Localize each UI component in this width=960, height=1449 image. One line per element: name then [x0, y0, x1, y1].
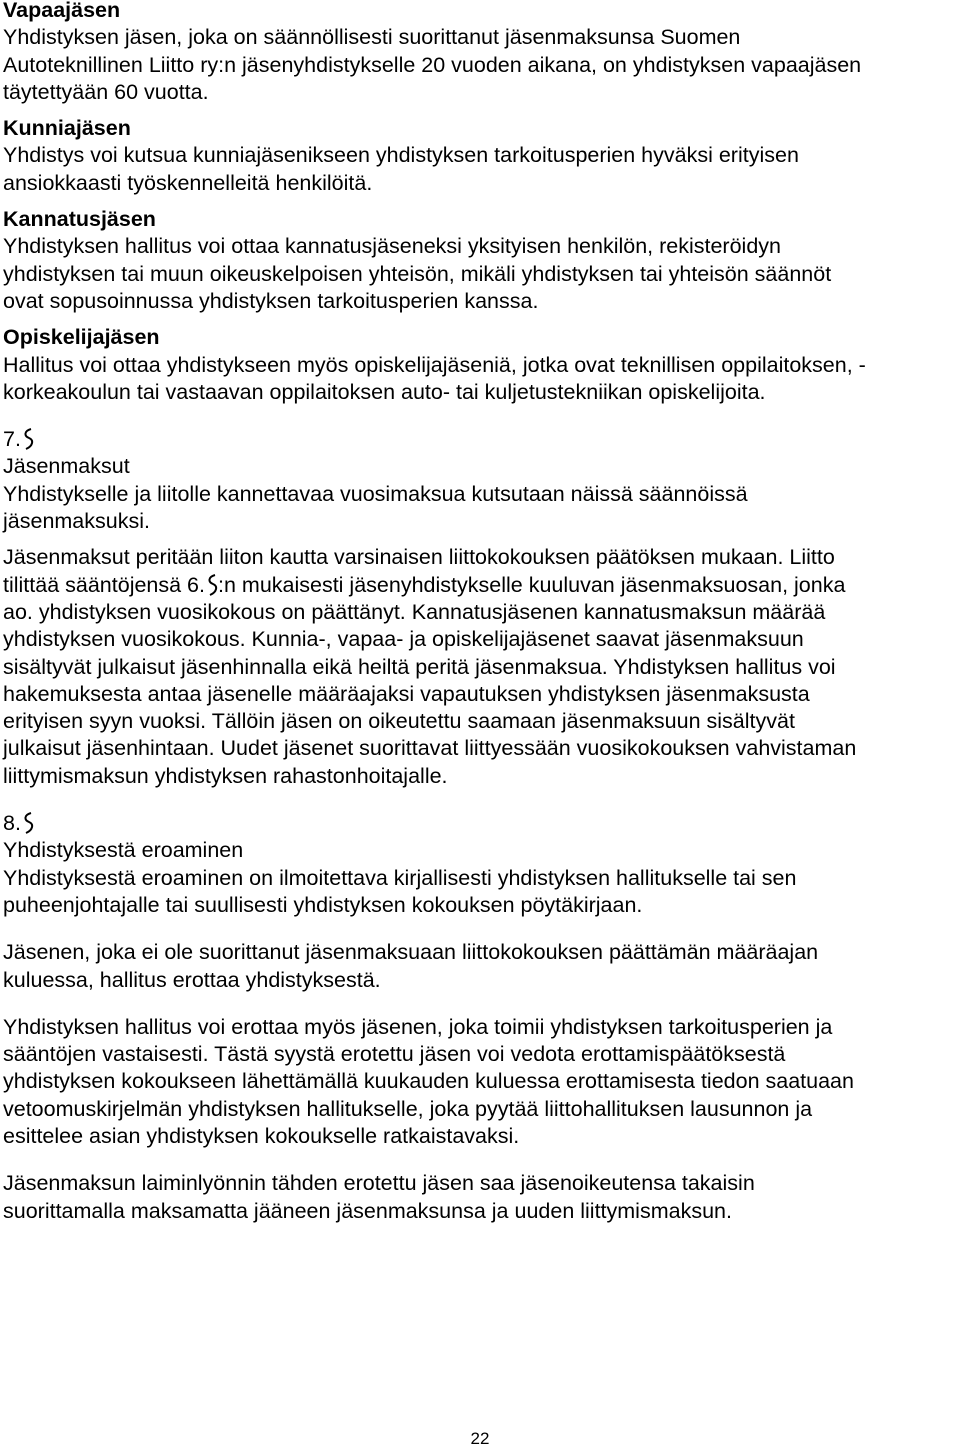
- text-line: erityisen syyn vuoksi. Tällöin jäsen on oikeutettu saamaan jäsenmaksuun sisältyvät: [3, 709, 795, 734]
- text-line: kuluessa, hallitus erottaa yhdistyksestä.: [3, 967, 381, 992]
- text-line: liittymismaksun yhdistyksen rahastonhoitajalle.: [3, 763, 448, 788]
- text-line: Jäsenmaksut peritään liiton kautta varsinaisen liittokokouksen päätöksen mukaan. Liitto: [3, 545, 835, 570]
- document-page: [3, 0, 959, 1225]
- heading-opiskelijajasen: Opiskelijajäsen: [3, 325, 160, 350]
- text-line: yhdistyksen vuosikokous. Kunnia-, vapaa- ja opiskelijajäsenet saavat jäsenmaksuun: [3, 627, 804, 652]
- text-line: Jäsenmaksun laiminlyönnin tähden erotettu jäsen saa jäsenoikeutensa takaisin: [3, 1171, 755, 1196]
- text-fragment: tilittää sääntöjensä 6.: [3, 572, 205, 597]
- section-7-title: Jäsenmaksut: [3, 454, 130, 479]
- text-line: hakemuksesta antaa jäsenelle määräajaksi vapautuksen yhdistyksen jäsenmaksusta: [3, 681, 810, 706]
- page-number: 22: [470, 1429, 490, 1448]
- text-line: puheenjohtajalle tai suullisesti yhdistyksen kokouksen pöytäkirjaan.: [3, 892, 643, 917]
- member-type-kannatusjasen: [3, 206, 959, 315]
- text-line: Yhdistykselle ja liitolle kannettavaa vuosimaksua kutsutaan näissä säännöissä: [3, 481, 748, 506]
- heading-kannatusjasen: Kannatusjäsen: [3, 207, 156, 232]
- text-line: yhdistyksen tai muun oikeuskelpoisen yhteisön, mikäli yhdistyksen tai yhteisön säännöt: [3, 261, 832, 286]
- text-line: julkaisut jäsenhintaan. Uudet jäsenet suorittavat liittyessään vuosikokouksen vahvistaman: [3, 736, 857, 761]
- text-line: korkeakoulun tai vastaavan oppilaitoksen auto- tai kuljetustekniikan opiskelijoita.: [3, 379, 766, 404]
- text-line: [3, 572, 959, 599]
- member-type-opiskelijajasen: [3, 324, 959, 406]
- text-line: sääntöjen vastaisesti. Tästä syystä erotettu jäsen voi vedota erottamispäätöksestä: [3, 1042, 786, 1067]
- section-8-title: Yhdistyksestä eroaminen: [3, 838, 244, 863]
- section-sign-icon: [206, 573, 218, 597]
- section-8-number: [3, 810, 959, 837]
- section-8: [3, 810, 959, 1225]
- text-line: ovat sopusoinnussa yhdistyksen tarkoitusperien kanssa.: [3, 288, 539, 313]
- section-number: 8.: [3, 811, 21, 836]
- text-fragment: :n mukaisesti jäsenyhdistykselle kuuluvan jäsenmaksuosan, jonka: [218, 572, 846, 597]
- section-7-number: [3, 426, 959, 453]
- text-line: vetoomuskirjelmän yhdistyksen hallitukselle, joka pyytää liittohallituksen lausunnon ja: [3, 1096, 813, 1121]
- text-line: Hallitus voi ottaa yhdistykseen myös opiskelijajäseniä, jotka ovat teknillisen oppilaitoksen, -: [3, 352, 866, 377]
- text-line: Yhdistyksen jäsen, joka on säännöllisesti suorittanut jäsenmaksunsa Suomen: [3, 25, 741, 50]
- section-sign-icon: [22, 811, 34, 835]
- text-line: jäsenmaksuksi.: [3, 509, 150, 534]
- text-line: Jäsenen, joka ei ole suorittanut jäsenmaksuaan liittokokouksen päättämän määräajan: [3, 940, 819, 965]
- text-line: täytettyään 60 vuotta.: [3, 79, 209, 104]
- section-7: [3, 426, 959, 790]
- text-line: Yhdistyksen hallitus voi ottaa kannatusjäseneksi yksityisen henkilön, rekisteröidyn: [3, 234, 781, 259]
- text-line: yhdistyksen kokoukseen lähettämällä kuukauden kuluessa erottamisesta tiedon saatuaan: [3, 1069, 854, 1094]
- text-line: ansiokkaasti työskennelleitä henkilöitä.: [3, 170, 373, 195]
- section-sign-icon: [22, 427, 34, 451]
- text-line: sisältyvät julkaisut jäsenhinnalla eikä heiltä peritä jäsenmaksua. Yhdistyksen hallitus voi: [3, 654, 836, 679]
- text-line: esittelee asian yhdistyksen kokoukselle ratkaistavaksi.: [3, 1123, 520, 1148]
- text-line: Yhdistyksestä eroaminen on ilmoitettava kirjallisesti yhdistyksen hallitukselle tai sen: [3, 865, 797, 890]
- text-line: Yhdistyksen hallitus voi erottaa myös jäsenen, joka toimii yhdistyksen tarkoitusperien ja: [3, 1014, 833, 1039]
- section-number: 7.: [3, 427, 21, 452]
- text-line: Yhdistys voi kutsua kunniajäsenikseen yhdistyksen tarkoitusperien hyväksi erityisen: [3, 143, 799, 168]
- heading-kunniajasen: Kunniajäsen: [3, 116, 131, 141]
- text-line: ao. yhdistyksen vuosikokous on päättänyt. Kannatusjäsenen kannatusmaksun määrää: [3, 599, 826, 624]
- text-line: suorittamalla maksamatta jääneen jäsenmaksunsa ja uuden liittymismaksun.: [3, 1198, 732, 1223]
- member-type-vapaajasen: [3, 0, 959, 106]
- text-line: Autoteknillinen Liitto ry:n jäsenyhdistykselle 20 vuoden aikana, on yhdistyksen vapaajäsen: [3, 52, 862, 77]
- member-type-kunniajasen: [3, 115, 959, 197]
- heading-vapaajasen: Vapaajäsen: [3, 0, 121, 22]
